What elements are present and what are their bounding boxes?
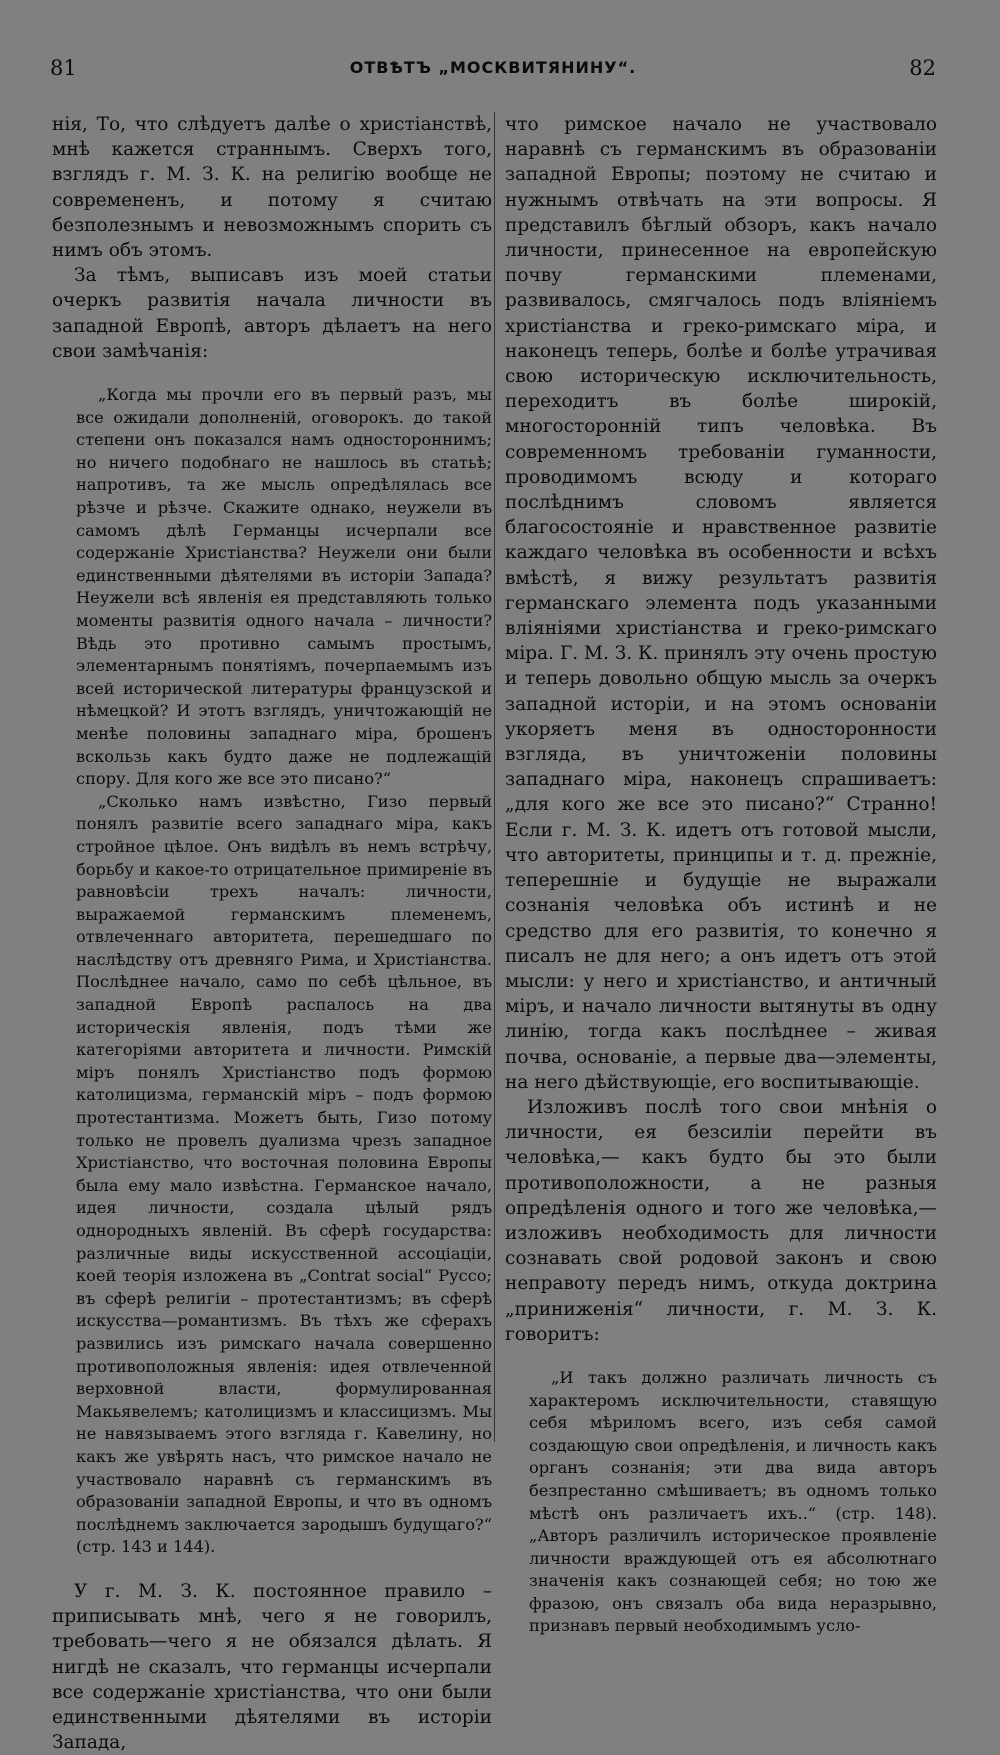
- running-title: ОТВѢТЪ „МОСКВИТЯНИНУ“.: [349, 58, 637, 77]
- right-page-number: 82: [909, 56, 936, 80]
- left-page-number: 81: [50, 56, 77, 80]
- block-quote: „Сколько намъ извѣстно, Гизо первый понялъ развитіе всего западнаго міра, какъ стройное цѣлое. Онъ видѣлъ въ немъ встрѣчу, борьбу и какое-то отрицательное примиреніе въ равновѣсіи трехъ началъ: личности, выражаемой германскимъ племенемъ, отвлеченнаго авторитета, перешедшаго по наслѣдству отъ древняго Рима, и Христіанства. Послѣднее начало, само по себѣ цѣльное, въ западной Европѣ распалось на два историческія явленія, подъ тѣми же категоріями авторитета и личности. Римскій міръ понялъ Христіанство подъ формою католицизма, германскій міръ – подъ формою протестантизма. Можетъ быть, Гизо потому только не провелъ дуализма чрезъ западное Христіанство, что восточная половина Европы была ему мало извѣстна. Германское начало, идея личности, создала цѣлый рядъ однородныхъ явленій. Въ сферѣ государства: различные виды искусственной ассоціаціи, коей теорія изложена въ „Contrat social“ Руссо; въ сферѣ религіи – протестантизмъ; въ сферѣ искусства—романтизмъ. Въ тѣхъ же сферахъ развились изъ римскаго начала совершенно противоположныя явленія: идея отвлеченной верховной власти, формулированная Макьявелемъ; католицизмъ и классицизмъ. Мы не навязываемъ этого взгляда г. Кавелину, но какъ же увѣрять насъ, что римское начало не участвовало наравнѣ съ германскимъ въ образованіи западной Европы, и что въ одномъ послѣднемъ заключается зародышъ будущаго?“ (стр. 143 и 144).: [76, 791, 492, 1557]
- paragraph: За тѣмъ, выписавъ изъ моей статьи очеркъ развитія начала личности въ западной Европѣ, авторъ дѣлаетъ на него свои замѣчанія:: [52, 265, 492, 362]
- left-column: [52, 112, 492, 1755]
- block-quote: „И такъ должно различать личность съ характеромъ исключительности, ставящую себя мѣриломъ всего, изъ себя самой создающую свои опредѣленія, и личность какъ органъ сознанія; эти два вида авторъ безпрестанно смѣшиваетъ; въ одномъ только мѣстѣ онъ различаетъ ихъ..“ (стр. 148). „Авторъ различилъ историческое проявленіе личности враждующей отъ ея абсолютнаго значенія какъ сознающей себя; но тою же фразою, онъ связалъ оба вида неразрывно, признавъ первый необходимымъ усло-: [529, 1367, 937, 1636]
- paragraph: что римское начало не участвовало наравнѣ съ германскимъ въ образованіи западной Европы; поэтому не считаю и нужнымъ отвѣчать на эти вопросы. Я представилъ бѣглый обзоръ, какъ начало личности, принесенное на европейскую почву германскими племенами, развивалось, смягчалось подъ вліяніемъ христіанства и греко-римскаго міра, и наконецъ теперь, болѣе и болѣе утрачивая свою историческую исключительность, переходитъ въ болѣе широкій, многосторонній типъ человѣка. Въ современномъ требованіи гуманности, проводимомъ всюду и котораго послѣднимъ словомъ является благосостояніе и нравственное развитіе каждаго человѣка въ особенности и всѣхъ вмѣстѣ, я вижу результатъ развитія германскаго элемента подъ указанными вліяніями христіанства и греко-римскаго міра. Г. М. З. К. принялъ эту очень простую и теперь довольно общую мысль за очеркъ западной исторіи, и на этомъ основаніи укоряетъ меня въ односторонности взгляда, въ уничтоженіи половины западнаго міра, наконецъ спрашиваетъ: „для кого же все это писано?“ Странно! Если г. М. З. К. идетъ отъ готовой мысли, что авторитеты, принципы и т. д. прежніе, теперешніе и будущіе не выражали сознанія человѣка объ истинѣ и не средство для его развитія, то конечно я писалъ не для него; а онъ идетъ отъ этой мысли: у него и христіанство, и античный міръ, и начало личности вытянуты въ одну линію, тогда какъ послѣднее – живая почва, основаніе, а первые два—элементы, на него дѣйствующіе, его воспитывающіе.: [505, 114, 937, 1093]
- paragraph: Изложивъ послѣ того свои мнѣнія о личности, ея безсиліи перейти въ человѣка,— какъ будто бы это были противоположности, а не разныя опредѣленія одного и того же человѣка,—изложивъ необходимость для личности сознавать свой родовой законъ и свою неправоту передъ нимъ, откуда доктрина „приниженія“ личности, г. М. З. К. говоритъ:: [505, 1096, 937, 1345]
- running-header: [50, 56, 936, 92]
- paragraph: У г. М. З. К. постоянное правило – приписывать мнѣ, чего я не говорилъ, требовать—чего я не обязался дѣлать. Я нигдѣ не сказалъ, что германцы исчерпали все содержаніе христіанства, что они были единственными дѣятелями въ исторіи Запада,: [52, 1580, 492, 1754]
- paragraph: нія, То, что слѣдуетъ далѣе о христіанствѣ, мнѣ кажется страннымъ. Сверхъ того, взглядъ г. М. З. К. на религію вообще не современенъ, и потому я считаю безполезнымъ и невозможнымъ спорить съ нимъ объ этомъ.: [52, 114, 492, 262]
- column-divider: [494, 112, 495, 1442]
- right-column: [505, 112, 937, 1638]
- block-quote: „Когда мы прочли его въ первый разъ, мы все ожидали дополненій, оговорокъ. до такой степени онъ показался намъ одностороннимъ; но ничего подобнаго не нашлось въ статьѣ; напротивъ, та же мысль опредѣлялась все рѣзче и рѣзче. Скажите однако, неужели въ самомъ дѣлѣ Германцы исчерпали все содержаніе Христіанства? Неужели они были единственными дѣятелями въ исторіи Запада? Неужели всѣ явленія ея представляють только моменты развитія одного начала – личности? Вѣдь это противно самымъ простымъ, элементарнымъ понятіямъ, почерпаемымъ изъ всей исторической литературы французской и нѣмецкой? И этотъ взглядъ, уничтожающій не менѣе половины западнаго міра, брошенъ вскользь какъ будто даже не подлежащій спору. Для кого же все это писано?“: [76, 385, 492, 789]
